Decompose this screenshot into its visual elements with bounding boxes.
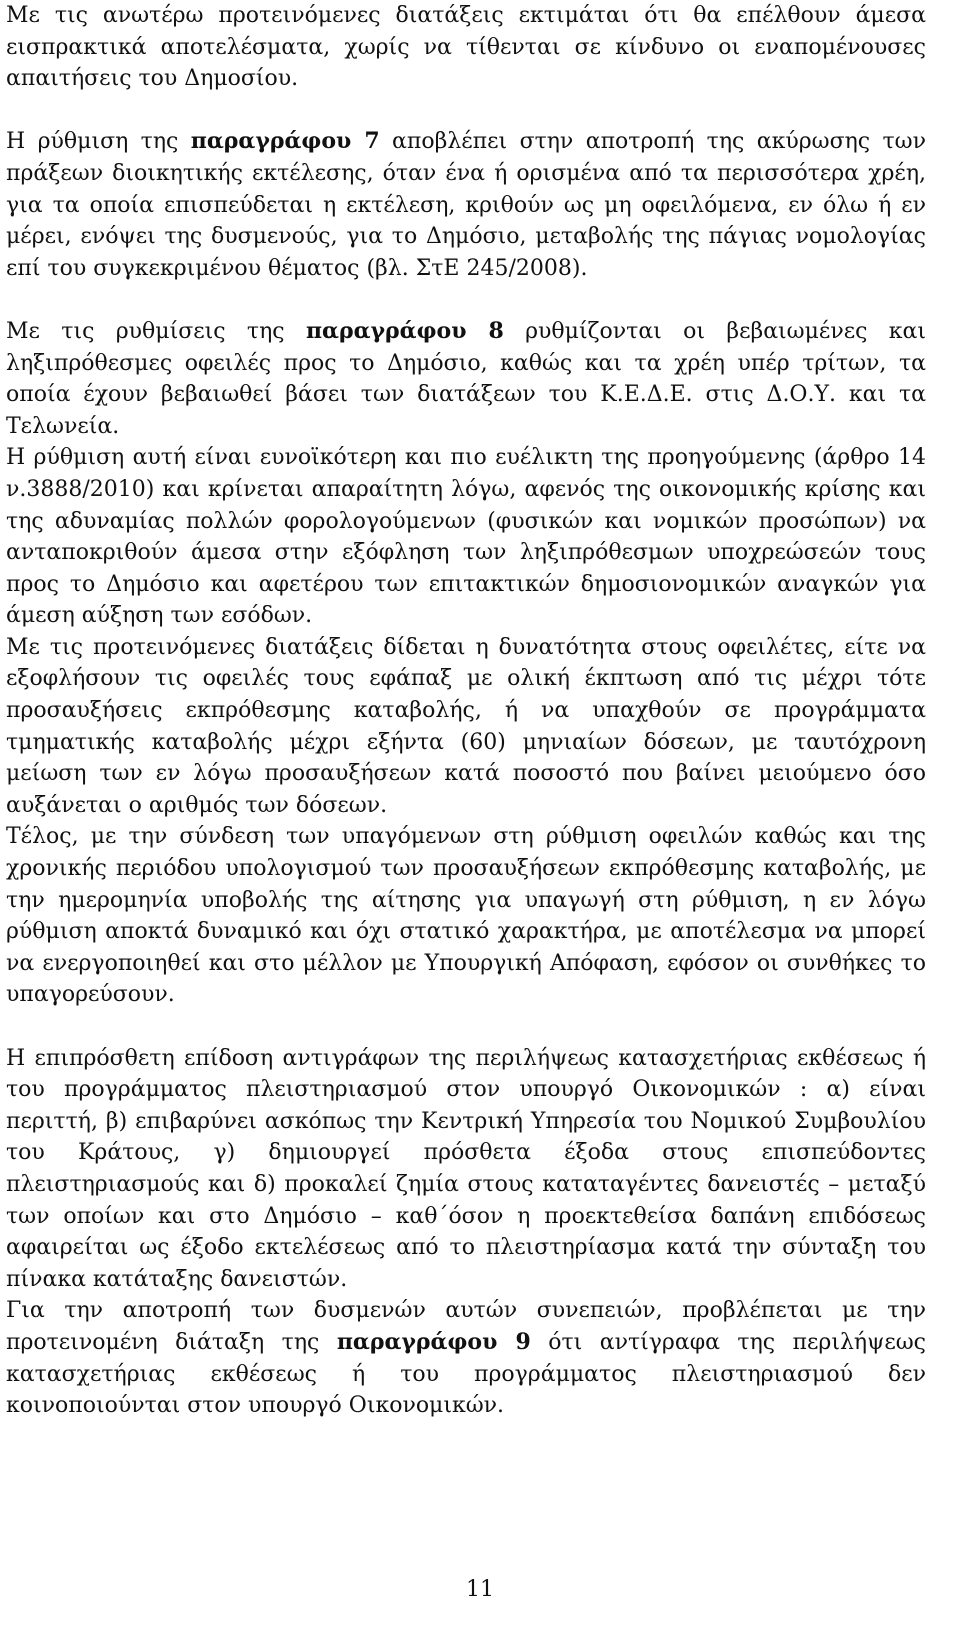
paragraph-5: Με τις προτεινόμενες διατάξεις δίδεται η δυνατότητα στους οφειλέτες, είτε να εξοφλήσουν τις οφειλές τους εφάπαξ με ολική έκπτωση από τις μέχρι τότε προσαυξήσεις εκπρόθεσμης καταβολής, ή να υπαχθούν σε προγράμματα τμηματικής καταβολής μέχρι εξήντα (60) μηνιαίων δόσεων, με ταυτόχρονη μείωση των εν λόγω προσαυξήσεων κατά ποσοστό που βαίνει μειούμενο όσο αυξάνεται ο αριθμός των δόσεων. [6, 634, 926, 818]
page-number: 11 [466, 1577, 494, 1602]
paragraph-2-text: Η ρύθμιση της [6, 129, 191, 155]
paragraph-8 [6, 1295, 926, 1421]
paragraph-gap [6, 284, 926, 316]
paragraph-gap [6, 95, 926, 127]
paragraph-7: Η επιπρόσθετη επίδοση αντιγράφων της περιλήψεως κατασχετήριας εκθέσεως ή του προγράμματος πλειστηριασμού στον υπουργό Οικονομικών : α) είναι περιττή, β) επιβαρύνει ασκόπως την Κεντρική Υπηρεσία του Νομικού Συμβουλίου του Κράτους, γ) δημιουργεί πρόσθετα έξοδα στους επισπεύδοντες πλειστηριασμούς και δ) προκαλεί ζημία στους καταταγέντες δανειστές – μεταξύ των οποίων και στο Δημόσιο – καθ΄όσον η προεκτεθείσα δαπάνη επιδόσεως αφαιρείται ως έξοδο εκτελέσεως από το πλειστηρίασμα κατά την σύνταξη του πίνακα κατάταξης δανειστών. [6, 1045, 926, 1292]
paragraph-3-text: Με τις ρυθμίσεις της [6, 318, 306, 344]
paragraph-3 [6, 316, 926, 442]
paragraph-4: Η ρύθμιση αυτή είναι ευνοϊκότερη και πιο ευέλικτη της προηγούμενης (άρθρο 14 ν.3888/2010) και κρίνεται απαραίτητη λόγω, αφενός της οικονομικής κρίσης και της αδυναμίας πολλών φορολογούμενων (φυσικών και νομικών προσώπων) να ανταποκριθούν άμεσα στην εξόφληση των ληξιπρόθεσμων υποχρεώσεών τους προς το Δημόσιο και αφετέρου των επιτακτικών δημοσιονομικών αναγκών για άμεση αύξηση των εσόδων. [6, 445, 926, 629]
paragraph-1: Με τις ανωτέρω προτεινόμενες διατάξεις εκτιμάται ότι θα επέλθουν άμεσα εισπρακτικά αποτελέσματα, χωρίς να τίθενται σε κίνδυνο οι εναπομένουσες απαιτήσεις του Δημοσίου. [6, 3, 926, 92]
paragraph-6: Τέλος, με την σύνδεση των υπαγόμενων στη ρύθμιση οφειλών καθώς και της χρονικής περιόδου υπολογισμού των προσαυξήσεων εκπρόθεσμης καταβολής, με την ημερομηνία υποβολής της αίτησης για υπαγωγή στη ρύθμιση, η εν λόγω ρύθμιση αποκτά δυναμικό και όχι στατικό χαρακτήρα, με αποτέλεσμα να μπορεί να ενεργοποιηθεί και στο μέλλον με Υπουργική Απόφαση, εφόσον οι συνθήκες το υπαγορεύσουν. [6, 824, 926, 1008]
paragraph-2 [6, 126, 926, 284]
paragraph-2-text: αποβλέπει στην αποτροπή της ακύρωσης των πράξεων διοικητικής εκτέλεσης, όταν ένα ή ορισμένα από τα περισσότερα χρέη, για τα οποία επισπεύδεται η εκτέλεση, κριθούν ως μη οφειλόμενα, εν όλω ή εν μέρει, ενόψει της δυσμενούς, για το Δημόσιο, μεταβολής της πάγιας νομολογίας επί του συγκεκριμένου θέματος (βλ. ΣτΕ 245/2008). [6, 129, 926, 281]
paragraph-gap [6, 1011, 926, 1043]
paragraph-3-text: ρυθμίζονται οι βεβαιωμένες και ληξιπρόθεσμες οφειλές προς το Δημόσιο, καθώς και τα χρέη υπέρ τρίτων, τα οποία έχουν βεβαιωθεί βάσει των διατάξεων του Κ.Ε.Δ.Ε. στις Δ.Ο.Υ. και τα Τελωνεία. [6, 318, 926, 439]
paragraph-8-bold: παραγράφου 9 [336, 1328, 531, 1355]
paragraph-3-bold: παραγράφου 8 [305, 317, 504, 344]
paragraph-8-text: Για την αποτροπή των δυσμενών αυτών συνεπειών, προβλέπεται με την προτεινομένη διάταξη της [6, 1298, 926, 1355]
paragraph-8-text: ότι αντίγραφα της περιλήψεως κατασχετήριας εκθέσεως ή του προγράμματος πλειστηριασμού δεν κοινοποιούνται στον υπουργό Οικονομικών. [6, 1329, 926, 1419]
document-page [6, 0, 926, 1422]
paragraph-2-bold: παραγράφου 7 [190, 128, 380, 155]
